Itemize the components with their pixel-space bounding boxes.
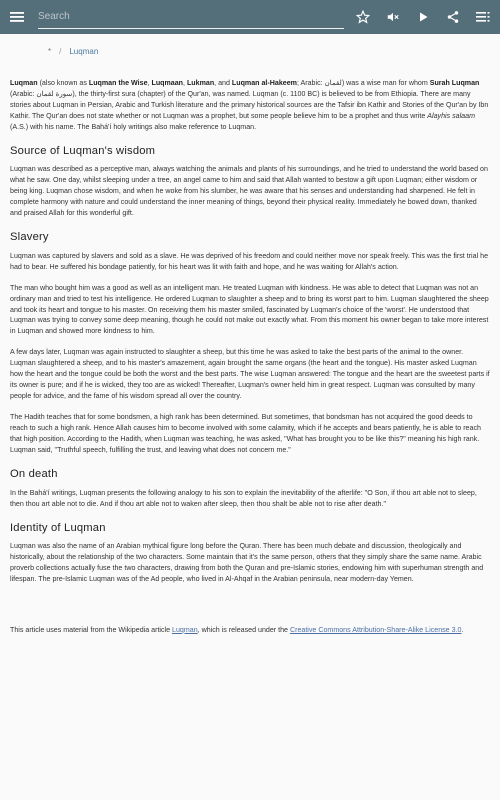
intro-text: (A.S.) with his name. The Bahá'í holy writings also make reference to Luqman. [10, 122, 257, 131]
search-input[interactable] [38, 11, 344, 22]
paragraph: Luqman was also the name of an Arabian mythical figure long before the Quran. There has been much debate and discussion, theologically and historically, about the relationship of the two characters. Some maintain that it's the same person, others that they simply share the same name. Arabic proverb collections actually fuse the two characters, drawing from both the Quran and pre-Islamic stories, endowing him with superhuman strength and lifespan. The pre-Islamic Luqman was of the Ad people, who lived in Al-Ahqaf in the Arabian peninsula, near modern-day Yemen. [10, 542, 484, 583]
intro-text: , [183, 79, 187, 87]
breadcrumb-separator: / [59, 46, 62, 56]
spacer [10, 595, 490, 625]
intro-text: ; Arabic: لقمان) was a wise man for whom [296, 79, 430, 87]
license-footer [10, 625, 490, 636]
bold-alias: Luqman the Wise [88, 79, 148, 87]
play-icon[interactable] [414, 8, 432, 26]
bold-alias: Luqmaan [151, 79, 184, 87]
menu-icon[interactable] [8, 8, 26, 26]
article-content [0, 68, 500, 636]
section-heading-slavery: Slavery [10, 231, 49, 244]
intro-paragraph [10, 78, 490, 133]
footer-text: , which is released under the [197, 625, 290, 634]
footer-text: This article uses material from the Wikipedia article [10, 625, 173, 634]
paragraph: The man who bought him was a good as well as an intelligent man. He treated Luqman with kindness. He was able to detect that Luqman was not an ordinary man and tried to test his intelligence. He ordered Luqman to slaughter a sheep and to bring its worst part to him. Luqman slaughtered the sheep and took its heart and tongue to his master. On receiving them his master smiled, fascinated by Luqman's choice of the 'worst'. He understood that Luqman was trying to convey some deep meaning, though he could not make out exactly what. From this moment his owner began to take more interest in Luqman and showed more kindness to him. [10, 283, 489, 336]
breadcrumb-home[interactable]: * [48, 46, 52, 56]
paragraph: A few days later, Luqman was again instructed to slaughter a sheep, but this time he was asked to take the best parts of the animal to the owner. Luqman slaughtered a sheep, and to his master's amazement, again brought the same organs (the heart and the tongue). His master asked Luqman how the heart and the tongue could be both the worst and the best parts. The wise Luqman answered: The tongue and the heart are the sweetest parts if its owner is pure; and if he is wicked, they too are as wicked! Thereafter, Luqman's owner held him in great respect. Luqman was consulted by many people for advice, and the fame of his wisdom spread all over the country. [10, 348, 490, 401]
volume-off-icon[interactable] [384, 8, 402, 26]
bold-alias: Lukman [186, 79, 215, 87]
paragraph: Luqman was captured by slavers and sold as a slave. He was deprived of his freedom and could neither move nor speak freely. This was the first trial he had to bear. He suffered his bondage patiently, for his heart was lit with faith and hope, and he was waiting for Allah's action. [10, 251, 489, 271]
star-icon[interactable] [354, 8, 372, 26]
share-icon[interactable] [444, 8, 462, 26]
app-toolbar [0, 0, 500, 34]
toolbar-actions [354, 8, 492, 26]
intro-text: , [147, 79, 152, 87]
breadcrumb [0, 34, 500, 68]
paragraph: The Hadith teaches that for some bondsmen, a high rank has been determined. But sometimes, that bondsman has not acquired the good deeds to reach to such a high rank. Hence Allah causes him to become involved with some calamity, which if he accepts and bears patiently, he is able to reach that high position. According to the Hadith, when Luqman was teaching, he was asked, "What has brought you to be like this?" meaning his high rank. Luqman said, "Truthful speech, fulfilling the trust, and leaving what does not concern me." [10, 413, 481, 455]
intro-text: , and [214, 79, 232, 87]
intro-text: (also known as [37, 79, 89, 87]
paragraph: Luqman was described as a perceptive man, always watching the animals and plants of his surroundings, and he tried to understand the world based on what he saw. One day, whilst sleeping under a tree, an angel came to him and said that Allah wanted to bestow a gift upon Luqman; either wisdom or being king. Luqman chose wisdom, and when he woke from his slumber, he was aware that his senses and understanding had sharpened. He felt in complete harmony with nature and could understand the inner meaning of things, beyond their physical reality. Immediately he bowed down, thanked and praised Allah for this wonderful gift. [10, 165, 488, 218]
search-field[interactable] [38, 6, 344, 29]
intro-text: (Arabic: سورة لقمان), the thirty-first sura (chapter) of the Qur'an, was named. Luqman (c. 1100 BC) is believed to be from Ethiopia. There are many stories about Luqman in Persian, Arabic and Turkish literature and the primary historical sources are the Tafsir ibn Kathir and Stories of the Qur'an by Ibn Kathir. The Qur'an does not state whether or not Luqman was a prophet, but some people believe him to be a prophet and thus write [10, 89, 489, 120]
bold-surah: Surah Luqman [429, 79, 480, 87]
paragraph: In the Bahá'í writings, Luqman presents the following analogy to his son to explain the inevitability of the afterlife: "O Son, if thou art able not to sleep, then thou art able not to die. And if thou art able not to waken after sleep, then thou shalt be able not to rise after death." [10, 488, 477, 508]
italic-honorific: Alayhis salaam [427, 111, 475, 120]
bold-alias: Luqman al-Hakeem [231, 79, 297, 87]
wikipedia-article-link[interactable]: Luqman [172, 625, 198, 634]
breadcrumb-current[interactable]: Luqman [69, 46, 99, 56]
section-heading-death: On death [10, 468, 58, 481]
section-heading-identity: Identity of Luqman [10, 521, 106, 534]
license-link[interactable]: Creative Commons Attribution-Share-Alike License 3.0 [289, 625, 462, 634]
bold-name: Luqman [10, 79, 38, 87]
footer-text: . [461, 625, 464, 634]
list-icon[interactable] [474, 8, 492, 26]
section-heading-wisdom: Source of Luqman's wisdom [10, 144, 156, 157]
